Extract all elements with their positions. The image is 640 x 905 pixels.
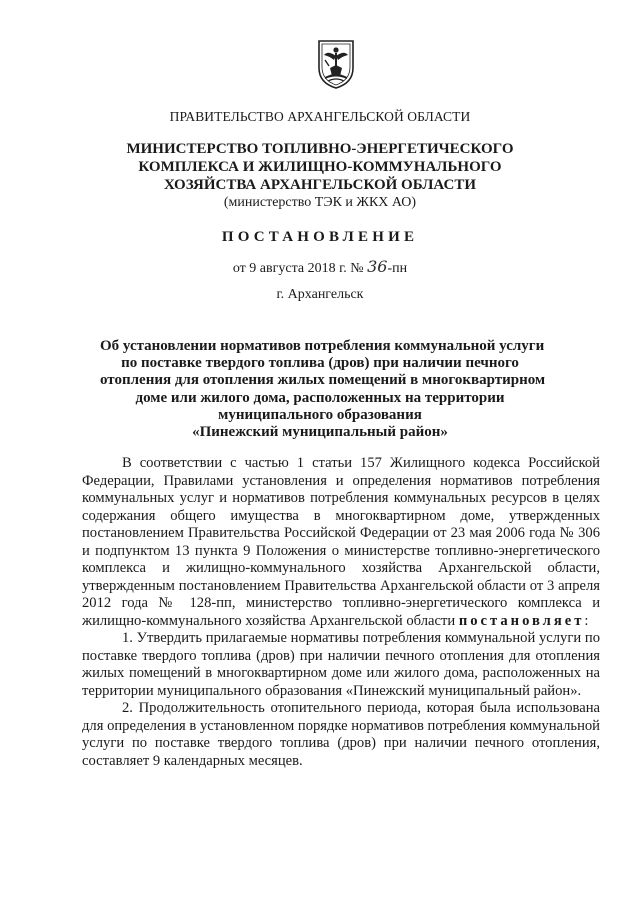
document-body [82,455,600,770]
ministry-name-line: МИНИСТЕРСТВО ТОПЛИВНО-ЭНЕРГЕТИЧЕСКОГО [126,141,514,157]
document-title-line: по поставке твердого топлива (дров) при наличии печного [121,355,519,372]
document-date: от 9 августа 2018 г. № [232,261,364,276]
document-title-line: отопления для отопления жилых помещений в многоквартирном [100,372,546,389]
preamble-text: В соответствии с частью 1 статьи 157 Жилищного кодекса Российской Федерации, Правилами установления и определения нормативов потребления коммунальных услуг и нормативов потребления коммунальных ресурсов в целях содержания общего имущества в многоквартирном доме, утвержденных постановлением Правительства Российской Федерации от 23 мая 2006 года № 306 и подпунктом 13 пункта 9 Положения о министерстве топливно-энергетического комплекса и жилищно-коммунального хозяйства Архангельской области, утвержденным постановлением Правительства Архангельской области от 3 апреля 2012 года № 128-пп, министерство топливно-энергетического комплекса и жилищно-коммунального хозяйства Архангельской области [82,455,600,629]
document-type-heading: ПОСТАНОВЛЕНИЕ [221,229,419,245]
decree-punctuation: : [584,612,589,629]
preamble-paragraph [82,455,600,630]
ministry-abbreviation: (министерство ТЭК и ЖКХ АО) [223,195,417,210]
document-date-number [0,257,640,277]
document-title-line: Об установлении нормативов потребления коммунальной услуги [100,338,545,354]
coat-of-arms-emblem [316,38,356,90]
document-title-line: доме или жилого дома, расположенных на территории [135,389,505,406]
document-title-line: «Пинежский муниципальный район» [192,424,448,441]
decree-word: постановляет [458,612,585,629]
ministry-name-line: КОМПЛЕКСА И ЖИЛИЩНО-КОММУНАЛЬНОГО [138,159,502,175]
ministry-name [0,140,640,194]
ministry-name-line: ХОЗЯЙСТВА АРХАНГЕЛЬСКОЙ ОБЛАСТИ [163,177,477,193]
document-title-line: муниципального образования [218,406,422,423]
document-title [100,338,546,441]
handwritten-document-number: 36 [367,257,388,276]
clause-1-paragraph: 1. Утвердить прилагаемые нормативы потребления коммунальной услуги по поставке твердого топлива (дров) при наличии печного отопления для отопления жилых помещений в многоквартирном доме или жилого дома, расположенных на территории муниципального образования «Пинежский муниципальный район». [82,630,600,699]
document-number-suffix: -пн [387,261,408,276]
document-city: г. Архангельск [276,287,364,302]
government-name: ПРАВИТЕЛЬСТВО АРХАНГЕЛЬСКОЙ ОБЛАСТИ [169,109,471,124]
clause-2-paragraph: 2. Продолжительность отопительного периода, которая была использована для определения в установленном порядке нормативов потребления коммунальной услуги по поставке твердого топлива (дров) при наличии печного отопления, составляет 9 календарных месяцев. [82,700,600,769]
